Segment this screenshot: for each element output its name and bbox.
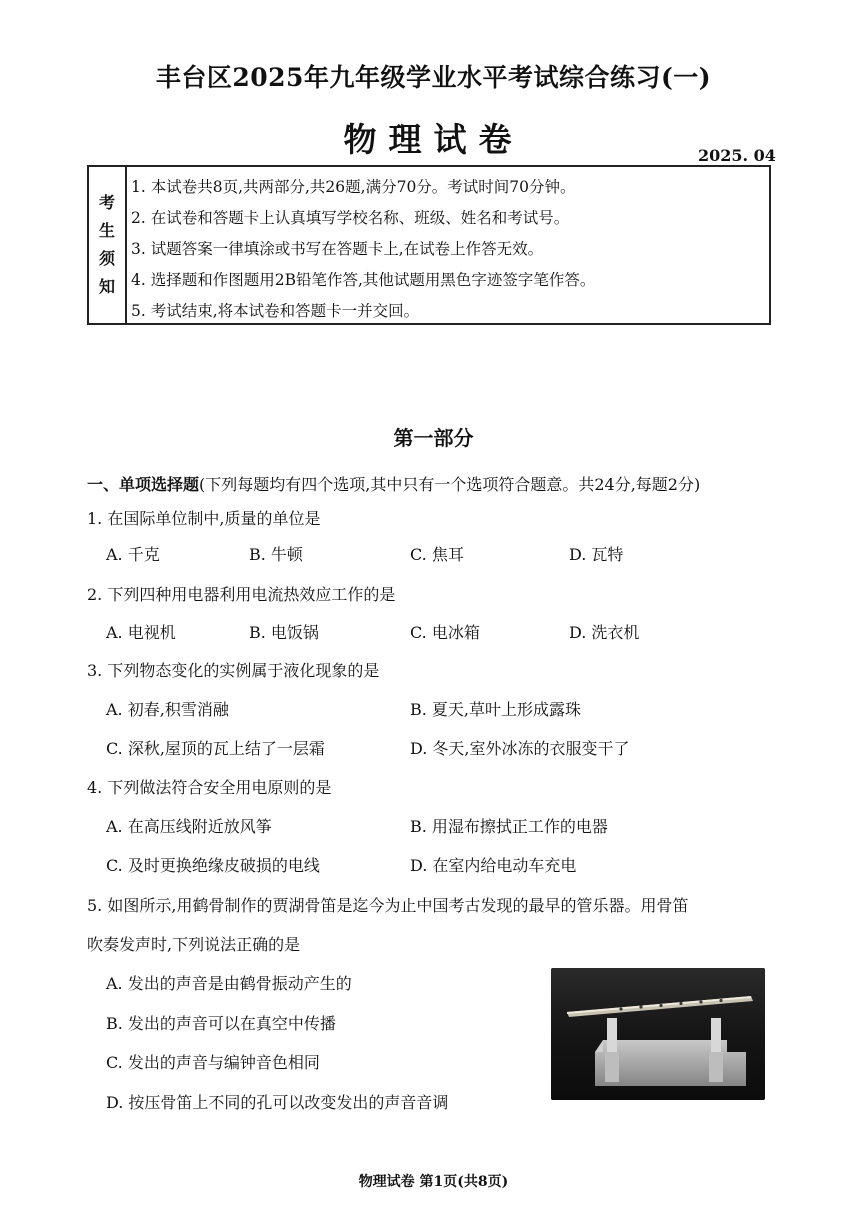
subject-title: 物理试卷 [343, 120, 524, 159]
notice-label-char: 知 [98, 277, 115, 296]
part-title: 第一部分 [393, 426, 474, 450]
option: D. 瓦特 [569, 545, 624, 564]
notice-item: 3. 试题答案一律填涂或书写在答题卡上,在试卷上作答无效。 [131, 240, 544, 258]
bone-flute-photo [551, 968, 765, 1100]
option: B. 用湿布擦拭正工作的电器 [410, 817, 608, 836]
question-stem: 2. 下列四种用电器利用电流热效应工作的是 [87, 585, 396, 604]
page-footer: 物理试卷 第1页(共8页) [358, 1174, 509, 1190]
option: A. 电视机 [106, 623, 176, 642]
exam-date: 2025. 04 [698, 146, 776, 165]
option: B. 发出的声音可以在真空中传播 [106, 1014, 336, 1033]
question-stem: 5. 如图所示,用鹤骨制作的贾湖骨笛是迄今为止中国考古发现的最早的管乐器。用骨笛 [87, 896, 689, 915]
option: A. 发出的声音是由鹤骨振动产生的 [106, 974, 352, 993]
option: B. 牛顿 [249, 545, 303, 564]
candidate-notice-box [87, 165, 771, 325]
notice-item: 4. 选择题和作图题用2B铅笔作答,其他试题用黑色字迹签字笔作答。 [131, 271, 596, 289]
option: C. 电冰箱 [410, 623, 480, 642]
notice-items [127, 167, 769, 323]
section-instruction: (下列每题均有四个选项,其中只有一个选项符合题意。共24分,每题2分) [199, 475, 701, 494]
notice-item: 1. 本试卷共8页,共两部分,共26题,满分70分。考试时间70分钟。 [131, 178, 576, 196]
option: D. 在室内给电动车充电 [410, 856, 577, 875]
notice-item: 2. 在试卷和答题卡上认真填写学校名称、班级、姓名和考试号。 [131, 209, 570, 227]
option: C. 发出的声音与编钟音色相同 [106, 1053, 320, 1072]
question-stem-continued: 吹奏发声时,下列说法正确的是 [87, 935, 301, 954]
section-heading-label: 一、单项选择题 [87, 475, 200, 494]
notice-label-char: 生 [98, 221, 115, 240]
notice-label-char: 考 [98, 193, 115, 212]
question-stem: 3. 下列物态变化的实例属于液化现象的是 [87, 661, 380, 680]
notice-label [89, 167, 127, 323]
option: C. 深秋,屋顶的瓦上结了一层霜 [106, 739, 325, 758]
option: D. 洗衣机 [569, 623, 640, 642]
option: B. 夏天,草叶上形成露珠 [410, 700, 582, 719]
option: B. 电饭锅 [249, 623, 319, 642]
option: A. 初春,积雪消融 [106, 700, 229, 719]
option: A. 千克 [106, 545, 160, 564]
option: A. 在高压线附近放风筝 [106, 817, 272, 836]
question-stem: 1. 在国际单位制中,质量的单位是 [87, 509, 321, 528]
option: D. 按压骨笛上不同的孔可以改变发出的声音音调 [106, 1093, 449, 1112]
exam-header-title: 丰台区2025年九年级学业水平考试综合练习(一) [155, 63, 712, 92]
notice-label-char: 须 [98, 249, 115, 268]
option: C. 焦耳 [410, 545, 464, 564]
option: D. 冬天,室外冰冻的衣服变干了 [410, 739, 630, 758]
question-stem: 4. 下列做法符合安全用电原则的是 [87, 778, 332, 797]
notice-item: 5. 考试结束,将本试卷和答题卡一并交回。 [131, 302, 420, 320]
option: C. 及时更换绝缘皮破损的电线 [106, 856, 320, 875]
section-heading [87, 472, 700, 495]
